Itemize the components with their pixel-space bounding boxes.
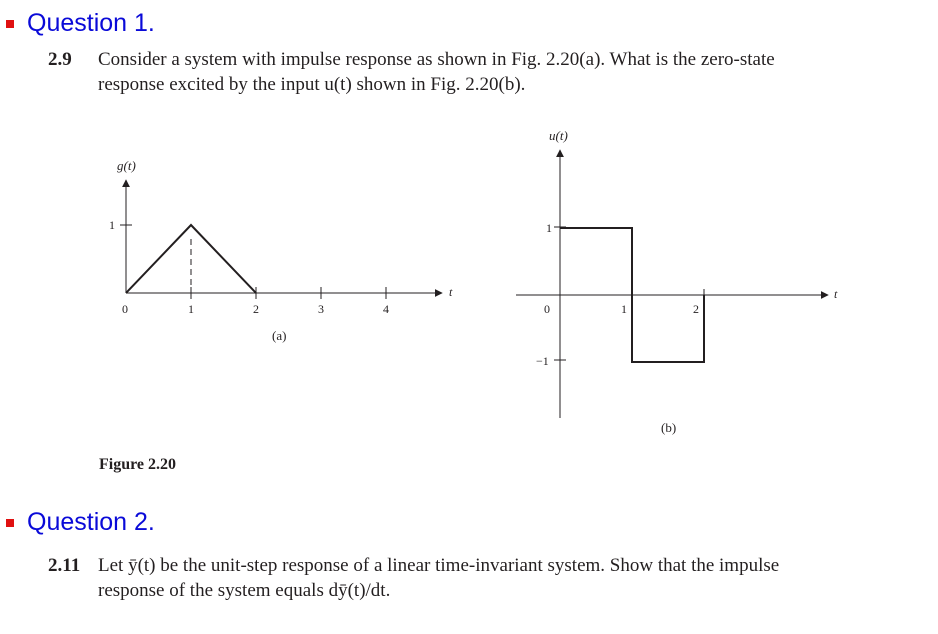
panel-a-xlabel: t xyxy=(449,285,453,299)
panel-b-y-tick-label-1: 1 xyxy=(546,221,552,235)
question-2-title: Question 2. xyxy=(27,508,155,536)
figure-2-20 xyxy=(0,100,938,540)
panel-a-y-tick-label: 1 xyxy=(109,218,115,232)
problem-number: 2.11 xyxy=(48,555,81,576)
problem-text: Consider a system with impulse response as shown in Fig. 2.20(a). What is the zero-state response excited by the input u(t) shown in Fig. 2.20(b). xyxy=(98,49,775,95)
panel-a-x-tick-label: 3 xyxy=(318,302,324,316)
panel-a-ylabel: g(t) xyxy=(117,158,136,173)
panel-a-x-tick-label: 0 xyxy=(122,302,128,316)
bullet-icon xyxy=(6,519,14,527)
panel-b-ylabel: u(t) xyxy=(549,128,568,143)
question-1-title: Question 1. xyxy=(27,9,155,37)
panel-b-x-tick-label: 2 xyxy=(693,302,699,316)
panel-a-sublabel: (a) xyxy=(272,328,287,343)
panel-a-x-tick-label: 2 xyxy=(253,302,259,316)
panel-b-sublabel: (b) xyxy=(661,420,677,435)
panel-b xyxy=(516,128,838,435)
question-2-heading xyxy=(6,510,155,535)
bullet-icon xyxy=(6,20,14,28)
panel-b-y-tick-label-0: 0 xyxy=(544,302,550,316)
panel-b-y-tick-label-neg1: −1 xyxy=(536,354,549,368)
panel-b-xlabel: t xyxy=(834,287,838,301)
figure-caption: Figure 2.20 xyxy=(99,456,177,473)
panel-b-x-tick-label: 1 xyxy=(621,302,627,316)
panel-a-x-tick-label: 1 xyxy=(188,302,194,316)
panel-a-x-tick-label: 4 xyxy=(383,302,389,316)
panel-a xyxy=(109,158,453,343)
problem-text: Let ȳ(t) be the unit-step response of a linear time-invariant system. Show that the impulse response of the system equals dȳ(t)/dt. xyxy=(98,555,780,601)
question-1-heading xyxy=(6,11,155,36)
problem-number: 2.9 xyxy=(48,49,72,70)
